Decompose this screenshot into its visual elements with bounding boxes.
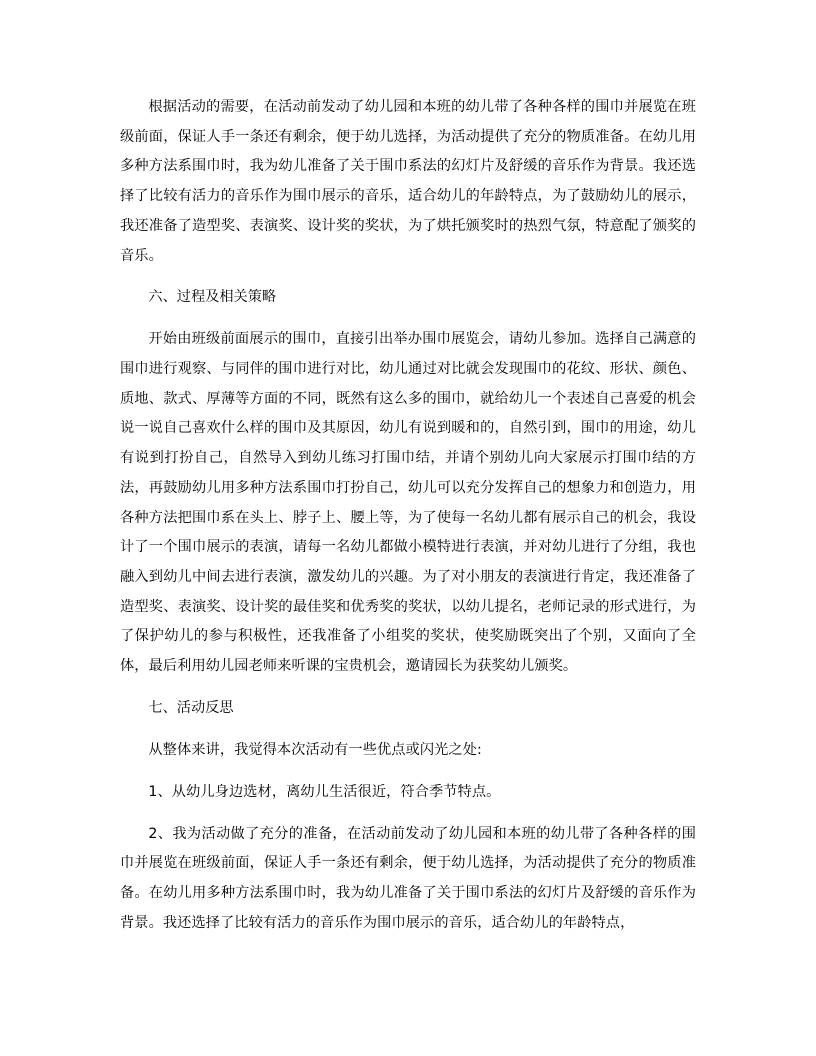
paragraph-reflection-point-2: 2、我为活动做了充分的准备，在活动前发动了幼儿园和本班的幼儿带了各种各样的围巾并展览在班级前面，保证人手一条还有剩余，便于幼儿选择，为活动提供了充分的物质准备。在幼儿用多种方法系围巾时，我为幼儿准备了关于围巾系法的幻灯片及舒缓的音乐作为背景。我还选择了比较有活力的音乐作为围巾展示的音乐，适合幼儿的年龄特点，: [120, 825, 696, 931]
section-heading-reflection: 七、活动反思: [148, 699, 234, 716]
paragraph-materials-preparation: 根据活动的需要，在活动前发动了幼儿园和本班的幼儿带了各种各样的围巾并展览在班级前面，保证人手一条还有剩余，便于幼儿选择，为活动提供了充分的物质准备。在幼儿用多种方法系围巾时，我为幼儿准备了关于围巾系法的幻灯片及舒缓的音乐作为背景。我还选择了比较有活力的音乐作为围巾展示的音乐，适合幼儿的年龄特点，为了鼓励幼儿的展示，我还准备了造型奖、表演奖、设计奖的奖状，为了烘托颁奖时的热烈气氛，特意配了颁奖的音乐。: [120, 99, 696, 264]
document-body: [120, 93, 696, 938]
paragraph-process-strategies: 开始由班级前面展示的围巾，直接引出举办围巾展览会，请幼儿参加。选择自己满意的围巾进行观察、与同伴的围巾进行对比，幼儿通过对比就会发现围巾的花纹、形状、颜色、质地、款式、厚薄等方面的不同，既然有这么多的围巾，就给幼儿一个表述自己喜爱的机会说一说自己喜欢什么样的围巾及其原因，幼儿有说到暖和的，自然引到，围巾的用途，幼儿有说到打扮自己，自然导入到幼儿练习打围巾结，并请个别幼儿向大家展示打围巾结的方法，再鼓励幼儿用多种方法系围巾打扮自己，幼儿可以充分发挥自己的想象力和创造力，用各种方法把围巾系在头上、脖子上、腰上等，为了使每一名幼儿都有展示自己的机会，我设计了一个围巾展示的表演，请每一名幼儿都做小模特进行表演，并对幼儿进行了分组，我也融入到幼儿中间去进行表演，激发幼儿的兴趣。为了对小朋友的表演进行肯定，我还准备了造型奖、表演奖、设计奖的最佳奖和优秀奖的奖状，以幼儿提名，老师记录的形式进行，为了保护幼儿的参与积极性，还我准备了小组奖的奖状，使奖励既突出了个别，又面向了全体，最后利用幼儿园老师来听课的宝贵机会，邀请园长为获奖幼儿颁奖。: [120, 331, 696, 675]
section-heading-process: 六、过程及相关策略: [148, 289, 277, 306]
paragraph-reflection-intro: 从整体来讲，我觉得本次活动有一些优点或闪光之处:: [148, 741, 482, 758]
paragraph-reflection-point-1: 1、从幼儿身边选材，离幼儿生活很近，符合季节特点。: [148, 783, 501, 800]
